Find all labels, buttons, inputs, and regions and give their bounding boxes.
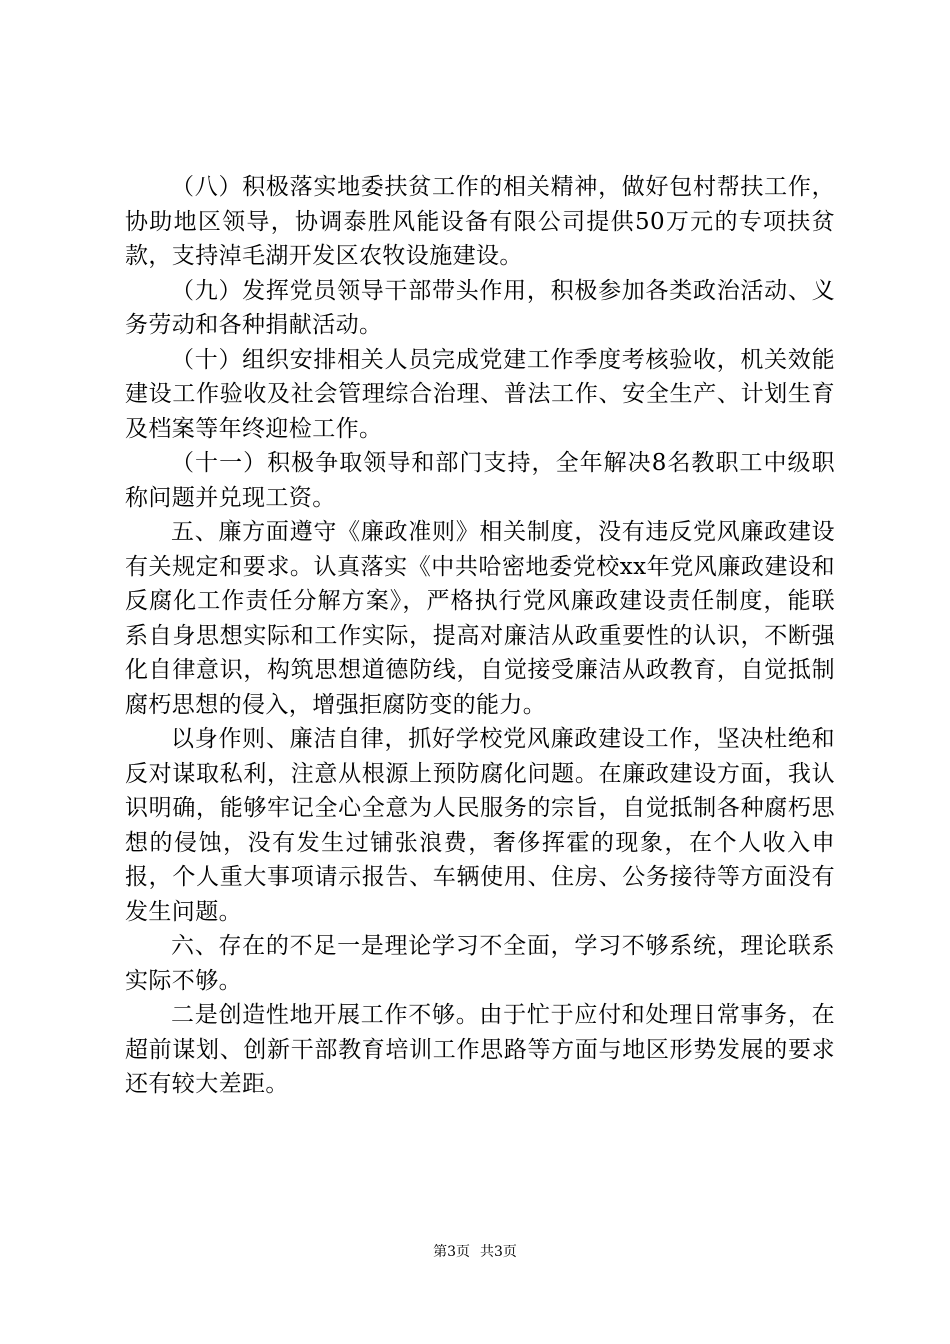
paragraph-8: （八）积极落实地委扶贫工作的相关精神，做好包村帮扶工作，协助地区领导，协调泰胜风能设备有限公司提供50万元的专项扶贫款，支持淖毛湖开发区农牧设施建设。 bbox=[125, 174, 835, 269]
paragraph-10: （十）组织安排相关人员完成党建工作季度考核验收，机关效能建设工作验收及社会管理综合治理、普法工作、安全生产、计划生育及档案等年终迎检工作。 bbox=[125, 346, 835, 442]
paragraph-9: （九）发挥党员领导干部带头作用，积极参加各类政治活动、义务劳动和各种捐献活动。 bbox=[125, 277, 835, 338]
paragraph-section-6: 六、存在的不足一是理论学习不全面，学习不够系统，理论联系实际不够。 bbox=[125, 933, 835, 994]
paragraph-second-shortcoming: 二是创造性地开展工作不够。由于忙于应付和处理日常事务，在超前谋划、创新干部教育培训工作思路等方面与地区形势发展的要求还有较大差距。 bbox=[125, 1002, 835, 1097]
paragraph-self-discipline: 以身作则、廉洁自律，抓好学校党风廉政建设工作，坚决杜绝和反对谋取私利，注意从根源上预防腐化问题。在廉政建设方面，我认识明确，能够牢记全心全意为人民服务的宗旨，自觉抵制各种腐朽思想的侵蚀，没有发生过铺张浪费，奢侈挥霍的现象，在个人收入申报，个人重大事项请示报告、车辆使用、住房、公务接待等方面没有发生问题。 bbox=[125, 726, 835, 925]
page-footer bbox=[0, 1242, 950, 1262]
document-body bbox=[125, 170, 835, 1102]
paragraph-section-5: 五、廉方面遵守《廉政准则》相关制度，没有违反党风廉政建设有关规定和要求。认真落实《中共哈密地委党校xx年党风廉政建设和反腐化工作责任分解方案》，严格执行党风廉政建设责任制度，能联系自身思想实际和工作实际，提高对廉洁从政重要性的认识，不断强化自律意识，构筑思想道德防线，自觉接受廉洁从政教育，自觉抵制腐朽思想的侵入，增强拒腐防变的能力。 bbox=[125, 519, 835, 718]
paragraph-11: （十一）积极争取领导和部门支持，全年解决8名教职工中级职称问题并兑现工资。 bbox=[125, 450, 835, 511]
page-number-current: 第3页 bbox=[433, 1244, 470, 1260]
page-number-total: 共3页 bbox=[480, 1244, 517, 1260]
